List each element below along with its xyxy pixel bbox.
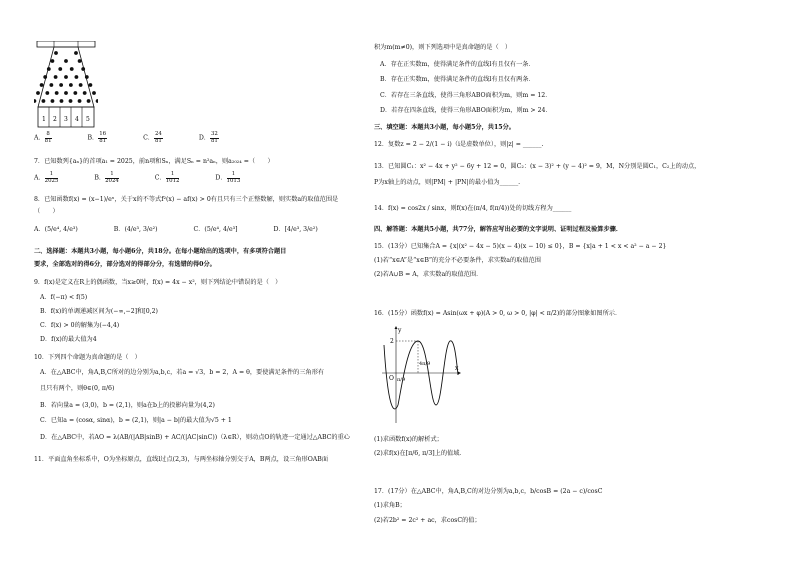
q15-stem: 15．(13分）已知集合A = {x|(x² − 4x − 5)(x − 4)(x − 10) ≤ 0}，B = {x|a + 1 < x < a² − a − 2} bbox=[374, 243, 667, 250]
q10-option-a-cont: 且只有两个，则θ∈(0, π/6) bbox=[40, 385, 115, 392]
galton-peg bbox=[42, 99, 46, 103]
galton-peg bbox=[89, 83, 93, 87]
q17-part1: (1)求角B； bbox=[374, 502, 406, 509]
section3-heading: 三、填空题：本题共3小题，每小题5分，共15分。 bbox=[374, 124, 515, 131]
q7-options bbox=[34, 172, 274, 184]
graph-y-label: y bbox=[398, 327, 402, 334]
q9-option-a: A．f(−π) < f(5) bbox=[40, 294, 88, 301]
q9-stem: 9．f(x)是定义在R上的偶函数，当x≥0时，f(x) = 4x − x²，则下列结论中错误的是（ ） bbox=[34, 279, 282, 286]
graph-tick-pi9: π/9 bbox=[397, 377, 406, 383]
galton-peg bbox=[51, 59, 55, 63]
q9-option-d: D．f(x)的最大值为4 bbox=[40, 336, 97, 343]
galton-peg bbox=[47, 67, 51, 71]
galton-peg bbox=[45, 91, 49, 95]
q13-stem: 13．已知圆C₁：x² − 4x + y² − 6y + 12 = 0，圆C₂：(x − 3)² + (y − 4)² = 9，M，N分别是圆C₁，C₂上的动点， bbox=[374, 163, 701, 170]
galton-peg bbox=[96, 99, 98, 103]
q8-stem: 8．已知函数f(x) = (x−1)/eˣ，关于x的不等式f²(x) − af(x) > 0有且只有三个正整数解，则实数a的取值范围是 bbox=[34, 196, 339, 203]
galton-peg bbox=[55, 91, 59, 95]
q10-option-a: A．在△ABC中，角A,B,C所对的边分别为a,b,c，若a = √3，b = 2，A = θ，要使满足条件的三角形有 bbox=[40, 369, 325, 376]
graph-tick-4pi9: 4π/9 bbox=[419, 361, 431, 367]
galton-peg bbox=[70, 67, 74, 71]
galton-board-figure bbox=[34, 41, 98, 129]
q11-option-a: A．存在正实数m，使得满足条件的直线l有且仅有一条． bbox=[380, 61, 535, 68]
sine-graph-figure bbox=[378, 325, 462, 425]
q17-stem: 17．(17分）在△ABC中，角A,B,C的对边分别为a,b,c，b/cosB = (2a − c)/cosC bbox=[374, 488, 603, 495]
q13-stem-cont: P为x轴上的动点，则|PM| + |PN|的最小值为______. bbox=[374, 179, 521, 186]
q7-option-a: A． $\frac{1}{2025}$ bbox=[34, 171, 59, 184]
q15-part2: (2)若A∪B = A，求实数a的取值范围． bbox=[374, 271, 483, 278]
galton-peg bbox=[92, 91, 96, 95]
q10-option-d: D．在△ABC中，若AO = λ(AB/(|AB|sinB) + AC/(|AC|sinC))（λ∈R），则动点O的轨迹一定通过△ABC的重心 bbox=[40, 434, 350, 441]
galton-peg bbox=[64, 59, 68, 63]
galton-peg bbox=[69, 99, 73, 103]
galton-peg bbox=[40, 83, 44, 87]
galton-peg bbox=[64, 75, 68, 79]
q11-option-d: D．若存在四条直线，使得三角形ABO面积为m，则m > 24． bbox=[380, 107, 552, 114]
q11-option-b: B．存在正实数m，使得满足条件的直线l有且仅有两条． bbox=[380, 76, 535, 83]
q6-option-c: C． $\frac{24}{81}$ bbox=[143, 131, 162, 144]
q8-option-d: D．[4/e³, 3/e²) bbox=[273, 226, 318, 233]
galton-peg bbox=[83, 91, 87, 95]
q6-options bbox=[34, 132, 253, 144]
galton-peg bbox=[73, 91, 77, 95]
graph-origin-label: O bbox=[389, 375, 394, 382]
bin-label: 5 bbox=[86, 116, 90, 123]
q12-stem: 12．复数z = 2 − 2/(1 − i)（i是虚数单位），则|z| = ______. bbox=[374, 141, 544, 148]
q10-option-c: C．已知a = (cosα, sinα)，b = (2,1)，则|a − b|的最大值为√5 + 1 bbox=[40, 417, 232, 424]
bin-label: 3 bbox=[64, 116, 68, 123]
bin-label: 1 bbox=[42, 116, 46, 123]
section4-heading: 四、解答题：本题共5小题，共77分，解答应写出必要的文字说明、证明过程及验算步骤． bbox=[374, 226, 623, 233]
galton-peg bbox=[49, 83, 53, 87]
galton-peg bbox=[69, 83, 73, 87]
q16-stem: 16．(15分）函数f(x) = Asin(ωx + φ)(A > 0, ω > 0, |φ| < π/2)的部分图象如图所示． bbox=[374, 310, 622, 317]
galton-peg bbox=[54, 75, 58, 79]
q11-stem-cont: 积为m(m≠0)，则下列选项中是真命题的是（ ） bbox=[374, 44, 512, 51]
galton-peg bbox=[78, 99, 82, 103]
section2-heading: 二、选择题：本题共3小题，每小题6分，共18分。在每小题给出的选项中，有多项符合题目 bbox=[34, 248, 287, 255]
galton-peg bbox=[75, 75, 79, 79]
galton-peg bbox=[87, 99, 91, 103]
galton-peg bbox=[81, 67, 85, 71]
q16-part2: (2)求f(x)在[π/6, π/3]上的值域． bbox=[374, 450, 466, 457]
q16-part1: (1)求函数f(x)的解析式； bbox=[374, 436, 443, 443]
q9-option-c: C．f(x) > 0的解集为(−4,4) bbox=[40, 322, 120, 329]
q8-option-c: C．(5/e⁴, 4/e³] bbox=[193, 226, 238, 233]
q10-option-b: B．若向量a = (3,0)，b = (2,1)，则a在b上的投影向量为(4,2) bbox=[40, 402, 215, 409]
galton-peg bbox=[74, 51, 78, 55]
q15-part1: (1)若“x∈A”是“x∈B”的充分不必要条件，求实数a的取值范围 bbox=[374, 257, 541, 264]
q7-option-b: B． $\frac{1}{2024}$ bbox=[94, 171, 119, 184]
galton-peg bbox=[85, 75, 89, 79]
section2-heading-cont: 要求，全部选对的得6分，部分选对的得部分分，有选错的得0分。 bbox=[34, 261, 216, 268]
galton-peg bbox=[64, 91, 68, 95]
q11-stem: 11．平面直角坐标系中，O为坐标原点，直线l过点(2,3)，与两坐标轴分别交于A，B两点，设三角形OAB面 bbox=[34, 456, 329, 463]
galton-peg bbox=[54, 51, 58, 55]
galton-peg bbox=[43, 75, 47, 79]
galton-peg bbox=[79, 83, 83, 87]
q6-option-d: D． $\frac{32}{81}$ bbox=[198, 131, 218, 144]
galton-peg bbox=[36, 91, 40, 95]
galton-peg bbox=[51, 99, 55, 103]
q7-option-c: C． $\frac{1}{1012}$ bbox=[154, 171, 180, 184]
q10-stem: 10．下列四个命题为真命题的是（ ） bbox=[34, 354, 141, 361]
q17-part2: (2)若2b² = 2c² + ac，求cosC的值； bbox=[374, 517, 481, 524]
galton-peg bbox=[78, 59, 82, 63]
q8-options bbox=[34, 226, 352, 234]
galton-peg bbox=[58, 67, 62, 71]
galton-peg bbox=[59, 83, 63, 87]
q6-option-b: B． $\frac{16}{81}$ bbox=[87, 131, 107, 144]
q7-stem: 7．已知数列{aₙ}的首项a₁ = 2025，前n项和Sₙ，满足Sₙ = n²aₙ，则a₂₀₂₄ =（ ） bbox=[34, 158, 274, 165]
q8-option-b: B．(4/e³, 3/e²) bbox=[113, 226, 158, 233]
galton-peg bbox=[60, 99, 64, 103]
q14-stem: 14．f(x) = cos2x / sinx，则f(x)在(π/4, f(π/4))处的切线方程为______ bbox=[374, 205, 572, 212]
bin-label: 4 bbox=[75, 116, 79, 123]
q8-option-a: A．(5/e⁴, 4/e³) bbox=[34, 226, 78, 233]
q11-option-c: C．若存在三条直线，使得三角形ABO面积为m，则m = 12． bbox=[380, 92, 552, 99]
q9-option-b: B．f(x)的单调递减区间为(−∞,−2]和[0,2) bbox=[40, 308, 158, 315]
q8-paren: （ ） bbox=[34, 208, 59, 215]
graph-max-label: 2 bbox=[390, 338, 394, 345]
graph-x-label: x bbox=[455, 365, 459, 372]
galton-peg bbox=[34, 99, 36, 103]
q6-option-a: A． $\frac{8}{81}$ bbox=[34, 131, 52, 144]
q7-option-d: D． $\frac{1}{1013}$ bbox=[215, 171, 241, 184]
bin-label: 2 bbox=[53, 116, 57, 123]
